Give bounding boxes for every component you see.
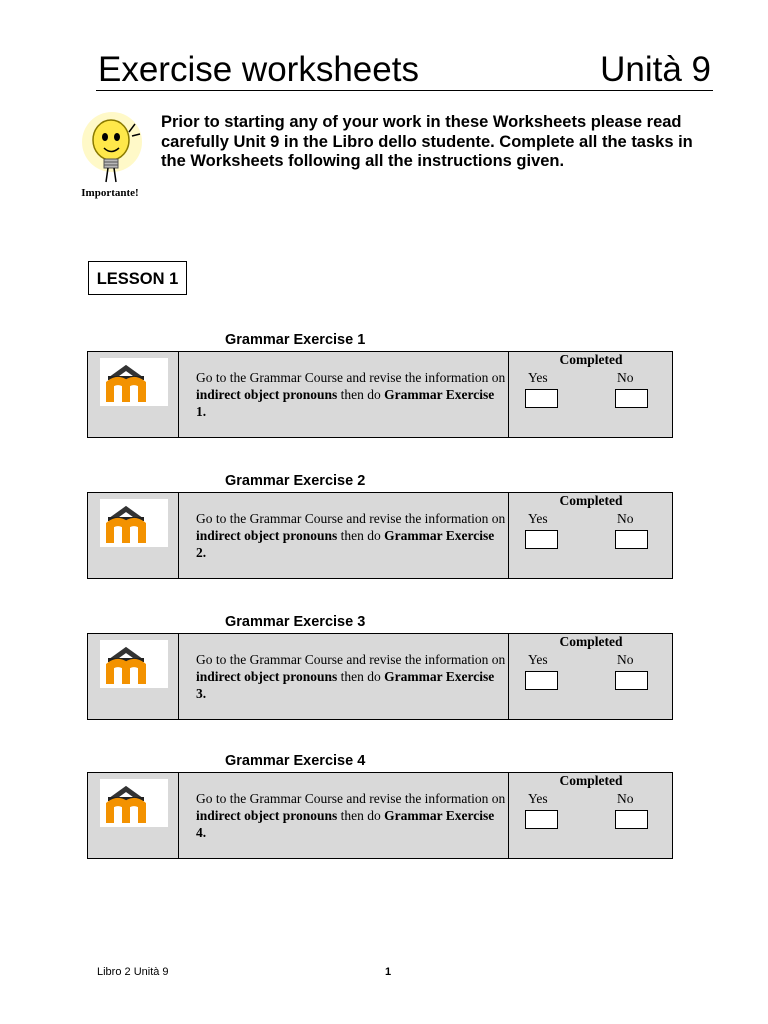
no-checkbox[interactable]	[615, 530, 648, 549]
yes-label: Yes	[528, 511, 548, 526]
unit-label: Unità 9	[600, 50, 711, 89]
yes-checkbox[interactable]	[525, 671, 558, 690]
no-label: No	[617, 652, 634, 667]
logo-cell	[88, 493, 179, 578]
lesson-label: LESSON 1	[88, 261, 187, 295]
moodle-logo-icon	[100, 358, 168, 406]
completion-cell	[508, 352, 673, 437]
yes-checkbox[interactable]	[525, 389, 558, 408]
moodle-logo-icon	[100, 640, 168, 688]
exercise-instructions: Go to the Grammar Course and revise the information on indirect object pronouns then do Grammar Exercise 4.	[196, 791, 506, 840]
no-label: No	[617, 370, 634, 385]
page-number: 1	[385, 966, 392, 978]
exercise-box	[87, 633, 673, 720]
page-title: Exercise worksheets	[98, 50, 419, 89]
completed-label: Completed	[559, 634, 623, 649]
completed-label: Completed	[559, 352, 623, 367]
intro-text: Prior to starting any of your work in these Worksheets please read carefully Unit 9 in the Libro dello studente. Complete all the tasks in the Worksheets following all the instructions given.	[161, 113, 693, 170]
exercise-instructions: Go to the Grammar Course and revise the information on indirect object pronouns then do Grammar Exercise 2.	[196, 511, 506, 560]
yes-checkbox[interactable]	[525, 530, 558, 549]
completion-cell	[508, 773, 673, 858]
logo-cell	[88, 352, 179, 437]
no-checkbox[interactable]	[615, 389, 648, 408]
no-checkbox[interactable]	[615, 810, 648, 829]
exercise-box	[87, 772, 673, 859]
moodle-logo-icon	[100, 779, 168, 827]
page-header	[96, 50, 713, 91]
completed-label: Completed	[559, 493, 623, 508]
yes-label: Yes	[528, 652, 548, 667]
no-label: No	[617, 791, 634, 806]
exercise-title: Grammar Exercise 3	[225, 614, 366, 630]
logo-cell	[88, 773, 179, 858]
exercise-instructions: Go to the Grammar Course and revise the information on indirect object pronouns then do Grammar Exercise 3.	[196, 652, 506, 701]
completion-cell	[508, 634, 673, 719]
exercise-instructions: Go to the Grammar Course and revise the information on indirect object pronouns then do Grammar Exercise 1.	[196, 370, 506, 419]
no-checkbox[interactable]	[615, 671, 648, 690]
no-label: No	[617, 511, 634, 526]
exercise-title: Grammar Exercise 1	[225, 332, 366, 348]
importante-caption: Importante!	[81, 187, 139, 199]
yes-label: Yes	[528, 791, 548, 806]
yes-label: Yes	[528, 370, 548, 385]
exercise-box	[87, 492, 673, 579]
completion-cell	[508, 493, 673, 578]
exercise-title: Grammar Exercise 2	[225, 473, 366, 489]
footer-label: Libro 2 Unità 9	[97, 966, 169, 978]
moodle-logo-icon	[100, 499, 168, 547]
logo-cell	[88, 634, 179, 719]
yes-checkbox[interactable]	[525, 810, 558, 829]
exercise-title: Grammar Exercise 4	[225, 753, 366, 769]
exercise-box	[87, 351, 673, 438]
completed-label: Completed	[559, 773, 623, 788]
